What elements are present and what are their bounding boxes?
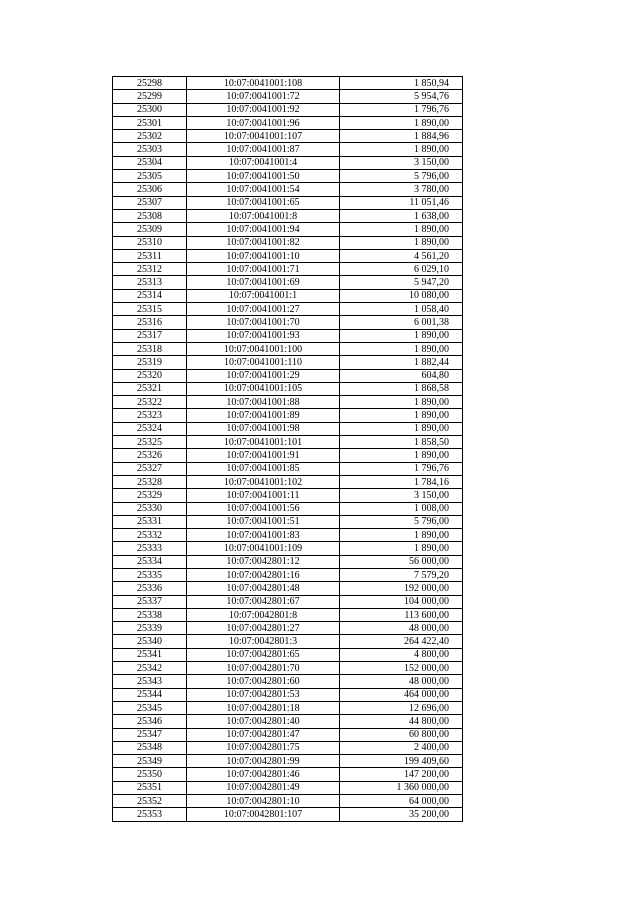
value-cell: 4 561,20 [340, 249, 463, 262]
value-cell: 5 954,76 [340, 90, 463, 103]
value-cell: 1 796,76 [340, 103, 463, 116]
value-cell: 11 051,46 [340, 196, 463, 209]
table-row [113, 223, 463, 236]
row-number-cell: 25333 [113, 542, 187, 555]
table-row [113, 396, 463, 409]
value-cell: 5 796,00 [340, 515, 463, 528]
table-row [113, 555, 463, 568]
cadastral-number-cell: 10:07:0041001:10 [187, 249, 340, 262]
row-number-cell: 25309 [113, 223, 187, 236]
table-row [113, 608, 463, 621]
cadastral-number-cell: 10:07:0041001:56 [187, 502, 340, 515]
row-number-cell: 25343 [113, 675, 187, 688]
table-row [113, 755, 463, 768]
cadastral-number-cell: 10:07:0041001:94 [187, 223, 340, 236]
table-row [113, 303, 463, 316]
row-number-cell: 25336 [113, 582, 187, 595]
value-cell: 56 000,00 [340, 555, 463, 568]
value-cell: 1 058,40 [340, 303, 463, 316]
row-number-cell: 25344 [113, 688, 187, 701]
cadastral-number-cell: 10:07:0041001:4 [187, 156, 340, 169]
table-row [113, 236, 463, 249]
row-number-cell: 25313 [113, 276, 187, 289]
value-cell: 1 008,00 [340, 502, 463, 515]
row-number-cell: 25330 [113, 502, 187, 515]
table-row [113, 568, 463, 581]
table-row [113, 263, 463, 276]
value-cell: 1 890,00 [340, 143, 463, 156]
row-number-cell: 25299 [113, 90, 187, 103]
table-row [113, 781, 463, 794]
table-row [113, 356, 463, 369]
row-number-cell: 25304 [113, 156, 187, 169]
cadastral-value-table [112, 76, 463, 822]
value-cell: 1 890,00 [340, 342, 463, 355]
value-cell: 7 579,20 [340, 568, 463, 581]
row-number-cell: 25352 [113, 795, 187, 808]
table-row [113, 475, 463, 488]
table-row [113, 77, 463, 90]
cadastral-number-cell: 10:07:0042801:70 [187, 662, 340, 675]
cadastral-number-cell: 10:07:0041001:11 [187, 489, 340, 502]
value-cell: 3 150,00 [340, 156, 463, 169]
row-number-cell: 25322 [113, 396, 187, 409]
table-row [113, 90, 463, 103]
cadastral-number-cell: 10:07:0041001:27 [187, 303, 340, 316]
row-number-cell: 25340 [113, 635, 187, 648]
value-cell: 48 000,00 [340, 622, 463, 635]
table-row [113, 808, 463, 821]
value-cell: 604,80 [340, 369, 463, 382]
row-number-cell: 25301 [113, 116, 187, 129]
table-row [113, 489, 463, 502]
cadastral-number-cell: 10:07:0041001:51 [187, 515, 340, 528]
value-cell: 1 796,76 [340, 462, 463, 475]
row-number-cell: 25317 [113, 329, 187, 342]
row-number-cell: 25341 [113, 648, 187, 661]
value-cell: 264 422,40 [340, 635, 463, 648]
value-cell: 60 800,00 [340, 728, 463, 741]
table-row [113, 316, 463, 329]
row-number-cell: 25351 [113, 781, 187, 794]
table-row [113, 795, 463, 808]
table-row [113, 582, 463, 595]
table-row [113, 369, 463, 382]
row-number-cell: 25323 [113, 409, 187, 422]
row-number-cell: 25320 [113, 369, 187, 382]
row-number-cell: 25338 [113, 608, 187, 621]
table-row [113, 276, 463, 289]
cadastral-number-cell: 10:07:0041001:87 [187, 143, 340, 156]
row-number-cell: 25328 [113, 475, 187, 488]
value-cell: 192 000,00 [340, 582, 463, 595]
value-cell: 147 200,00 [340, 768, 463, 781]
row-number-cell: 25327 [113, 462, 187, 475]
row-number-cell: 25300 [113, 103, 187, 116]
value-cell: 5 796,00 [340, 170, 463, 183]
cadastral-number-cell: 10:07:0041001:29 [187, 369, 340, 382]
cadastral-number-cell: 10:07:0041001:69 [187, 276, 340, 289]
cadastral-number-cell: 10:07:0041001:96 [187, 116, 340, 129]
cadastral-number-cell: 10:07:0041001:98 [187, 422, 340, 435]
cadastral-number-cell: 10:07:0041001:108 [187, 77, 340, 90]
value-cell: 3 780,00 [340, 183, 463, 196]
row-number-cell: 25303 [113, 143, 187, 156]
table-row [113, 183, 463, 196]
cadastral-number-cell: 10:07:0042801:107 [187, 808, 340, 821]
row-number-cell: 25308 [113, 209, 187, 222]
cadastral-number-cell: 10:07:0042801:99 [187, 755, 340, 768]
row-number-cell: 25318 [113, 342, 187, 355]
cadastral-number-cell: 10:07:0042801:16 [187, 568, 340, 581]
value-cell: 6 029,10 [340, 263, 463, 276]
table-row [113, 342, 463, 355]
cadastral-number-cell: 10:07:0041001:101 [187, 436, 340, 449]
cadastral-number-cell: 10:07:0041001:50 [187, 170, 340, 183]
value-cell: 1 784,16 [340, 475, 463, 488]
table-row [113, 449, 463, 462]
table-row [113, 648, 463, 661]
value-cell: 1 890,00 [340, 329, 463, 342]
cadastral-number-cell: 10:07:0041001:93 [187, 329, 340, 342]
table-row [113, 422, 463, 435]
value-cell: 1 858,50 [340, 436, 463, 449]
row-number-cell: 25345 [113, 701, 187, 714]
table-row [113, 635, 463, 648]
value-cell: 1 890,00 [340, 529, 463, 542]
value-cell: 44 800,00 [340, 715, 463, 728]
cadastral-number-cell: 10:07:0041001:109 [187, 542, 340, 555]
cadastral-number-cell: 10:07:0042801:3 [187, 635, 340, 648]
value-cell: 1 890,00 [340, 449, 463, 462]
row-number-cell: 25314 [113, 289, 187, 302]
table-row [113, 502, 463, 515]
cadastral-number-cell: 10:07:0041001:65 [187, 196, 340, 209]
table-row [113, 688, 463, 701]
value-cell: 1 360 000,00 [340, 781, 463, 794]
cadastral-number-cell: 10:07:0042801:27 [187, 622, 340, 635]
table-row [113, 741, 463, 754]
cadastral-number-cell: 10:07:0041001:105 [187, 382, 340, 395]
table-row [113, 156, 463, 169]
row-number-cell: 25319 [113, 356, 187, 369]
table-row [113, 622, 463, 635]
value-cell: 199 409,60 [340, 755, 463, 768]
cadastral-number-cell: 10:07:0042801:60 [187, 675, 340, 688]
cadastral-number-cell: 10:07:0041001:70 [187, 316, 340, 329]
value-cell: 1 884,96 [340, 130, 463, 143]
cadastral-number-cell: 10:07:0041001:8 [187, 209, 340, 222]
value-cell: 1 882,44 [340, 356, 463, 369]
row-number-cell: 25349 [113, 755, 187, 768]
value-cell: 464 000,00 [340, 688, 463, 701]
table-row [113, 515, 463, 528]
table-row [113, 529, 463, 542]
row-number-cell: 25312 [113, 263, 187, 276]
cadastral-number-cell: 10:07:0041001:72 [187, 90, 340, 103]
table-row [113, 196, 463, 209]
table-row [113, 130, 463, 143]
row-number-cell: 25353 [113, 808, 187, 821]
value-cell: 1 890,00 [340, 116, 463, 129]
row-number-cell: 25324 [113, 422, 187, 435]
value-cell: 1 890,00 [340, 396, 463, 409]
value-cell: 48 000,00 [340, 675, 463, 688]
cadastral-number-cell: 10:07:0041001:91 [187, 449, 340, 462]
cadastral-number-cell: 10:07:0041001:89 [187, 409, 340, 422]
value-cell: 2 400,00 [340, 741, 463, 754]
row-number-cell: 25335 [113, 568, 187, 581]
cadastral-number-cell: 10:07:0041001:85 [187, 462, 340, 475]
row-number-cell: 25311 [113, 249, 187, 262]
value-cell: 1 890,00 [340, 223, 463, 236]
row-number-cell: 25329 [113, 489, 187, 502]
row-number-cell: 25347 [113, 728, 187, 741]
row-number-cell: 25332 [113, 529, 187, 542]
value-cell: 104 000,00 [340, 595, 463, 608]
value-cell: 1 890,00 [340, 422, 463, 435]
table-row [113, 249, 463, 262]
row-number-cell: 25302 [113, 130, 187, 143]
row-number-cell: 25321 [113, 382, 187, 395]
value-cell: 12 696,00 [340, 701, 463, 714]
table-row [113, 595, 463, 608]
cadastral-number-cell: 10:07:0041001:82 [187, 236, 340, 249]
cadastral-number-cell: 10:07:0042801:18 [187, 701, 340, 714]
row-number-cell: 25350 [113, 768, 187, 781]
value-cell: 152 000,00 [340, 662, 463, 675]
value-cell: 5 947,20 [340, 276, 463, 289]
table-row [113, 103, 463, 116]
row-number-cell: 25305 [113, 170, 187, 183]
row-number-cell: 25326 [113, 449, 187, 462]
cadastral-number-cell: 10:07:0042801:48 [187, 582, 340, 595]
row-number-cell: 25298 [113, 77, 187, 90]
table-row [113, 701, 463, 714]
cadastral-number-cell: 10:07:0042801:49 [187, 781, 340, 794]
table-row [113, 728, 463, 741]
value-cell: 1 868,58 [340, 382, 463, 395]
table-row [113, 409, 463, 422]
table-row [113, 542, 463, 555]
table-row [113, 143, 463, 156]
cadastral-number-cell: 10:07:0041001:88 [187, 396, 340, 409]
value-cell: 1 890,00 [340, 236, 463, 249]
cadastral-number-cell: 10:07:0042801:65 [187, 648, 340, 661]
value-cell: 1 850,94 [340, 77, 463, 90]
cadastral-number-cell: 10:07:0042801:75 [187, 741, 340, 754]
row-number-cell: 25325 [113, 436, 187, 449]
cadastral-number-cell: 10:07:0042801:12 [187, 555, 340, 568]
cadastral-number-cell: 10:07:0042801:10 [187, 795, 340, 808]
value-cell: 3 150,00 [340, 489, 463, 502]
cadastral-number-cell: 10:07:0041001:71 [187, 263, 340, 276]
table-row [113, 675, 463, 688]
table-row [113, 715, 463, 728]
row-number-cell: 25310 [113, 236, 187, 249]
table-row [113, 436, 463, 449]
table-row [113, 289, 463, 302]
row-number-cell: 25346 [113, 715, 187, 728]
table-row [113, 170, 463, 183]
row-number-cell: 25348 [113, 741, 187, 754]
table-row [113, 768, 463, 781]
cadastral-number-cell: 10:07:0041001:110 [187, 356, 340, 369]
cadastral-number-cell: 10:07:0042801:8 [187, 608, 340, 621]
row-number-cell: 25342 [113, 662, 187, 675]
cadastral-number-cell: 10:07:0042801:46 [187, 768, 340, 781]
cadastral-number-cell: 10:07:0041001:83 [187, 529, 340, 542]
row-number-cell: 25339 [113, 622, 187, 635]
cadastral-number-cell: 10:07:0042801:40 [187, 715, 340, 728]
value-cell: 113 600,00 [340, 608, 463, 621]
value-cell: 4 800,00 [340, 648, 463, 661]
cadastral-number-cell: 10:07:0041001:1 [187, 289, 340, 302]
value-cell: 1 638,00 [340, 209, 463, 222]
row-number-cell: 25337 [113, 595, 187, 608]
value-cell: 64 000,00 [340, 795, 463, 808]
value-cell: 35 200,00 [340, 808, 463, 821]
row-number-cell: 25316 [113, 316, 187, 329]
cadastral-number-cell: 10:07:0041001:92 [187, 103, 340, 116]
cadastral-number-cell: 10:07:0042801:53 [187, 688, 340, 701]
row-number-cell: 25334 [113, 555, 187, 568]
value-cell: 1 890,00 [340, 542, 463, 555]
table-row [113, 209, 463, 222]
row-number-cell: 25331 [113, 515, 187, 528]
cadastral-number-cell: 10:07:0042801:67 [187, 595, 340, 608]
cadastral-number-cell: 10:07:0041001:102 [187, 475, 340, 488]
table-row [113, 382, 463, 395]
table-row [113, 462, 463, 475]
row-number-cell: 25306 [113, 183, 187, 196]
value-cell: 6 001,38 [340, 316, 463, 329]
value-cell: 1 890,00 [340, 409, 463, 422]
value-cell: 10 080,00 [340, 289, 463, 302]
table-body [113, 77, 463, 822]
cadastral-number-cell: 10:07:0041001:54 [187, 183, 340, 196]
cadastral-number-cell: 10:07:0041001:107 [187, 130, 340, 143]
cadastral-number-cell: 10:07:0041001:100 [187, 342, 340, 355]
table-row [113, 116, 463, 129]
row-number-cell: 25307 [113, 196, 187, 209]
cadastral-number-cell: 10:07:0042801:47 [187, 728, 340, 741]
row-number-cell: 25315 [113, 303, 187, 316]
table-row [113, 329, 463, 342]
table-row [113, 662, 463, 675]
